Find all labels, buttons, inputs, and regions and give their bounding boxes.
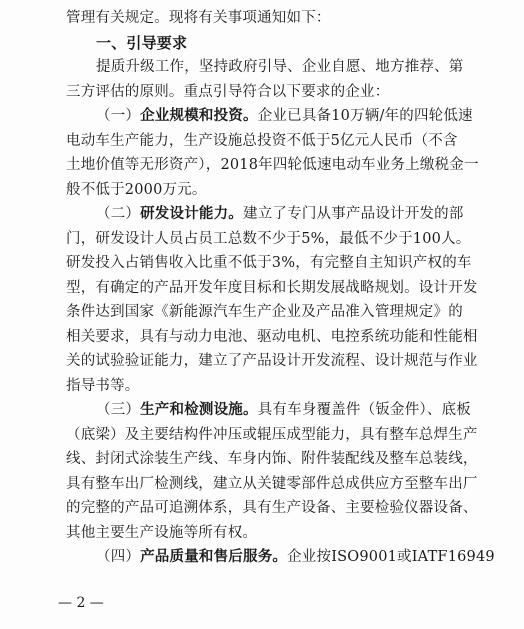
subsection-line: （四）产品质量和售后服务。企业按ISO9001或IATF16949 [96,549,495,565]
subsection-line: （三）生产和检测设施。具有车身覆盖件（钣金件）、底板 [96,402,471,418]
subsection-title: 产品质量和售后服务。 [140,549,288,565]
text-line: 三方评估的原则。重点引导符合以下要求的企业： [66,83,390,100]
text-line: 提质升级工作，坚持政府引导、企业自愿、地方推荐、第 [96,59,464,75]
text-line: 其他主要生产设施等所有权。 [66,524,258,541]
subsection-line: （一）企业规模和投资。企业已具备10万辆/年的四轮低速 [96,108,473,124]
subsection-title: 企业规模和投资。 [140,108,258,124]
subsection-line: （二）研发设计能力。建立了专门从事产品设计开发的部 [96,206,464,222]
text-line: 线、封闭式涂装生产线、车身内饰、附件装配线及整车总装线， [66,451,478,467]
text-line: 指导书等。 [66,377,140,394]
subsection-title: 研发设计能力。 [140,206,244,222]
subsection-title: 生产和检测设施。 [140,402,258,418]
text-line: 具有整车出厂检测线，建立从关键零部件总成供应方至整车出厂 [66,475,478,492]
text-line: 关的试验验证能力，建立了产品设计开发流程、设计规范与作业 [66,353,478,369]
text-line: 般不低于2000万元。 [66,181,207,198]
section-heading: 一、引导要求 [96,33,188,52]
page-number: — 2 — [58,595,104,611]
text-line: 的完整的产品可追溯体系，具有生产设备、主要检验仪器设备、 [66,500,478,516]
text-line: 门，研发设计人员占员工总数不少于5%，最低不少于100人。 [66,230,471,247]
text-line: 管理有关规定。现将有关事项通知如下： [66,10,331,26]
text-line: 电动车生产能力，生产设施总投资不低于5亿元人民币（不含 [66,132,458,149]
text-line: 型，有确定的产品开发年度目标和长期发展战略规划。设计开发 [66,279,478,296]
text-line: 土地价值等无形资产），2018年四轮低速电动车业务上缴税金一 [66,157,479,173]
text-line: 相关要求，具有与动力电池、驱动电机、电控系统功能和性能相 [66,328,478,345]
text-line: 研发投入占销售收入比重不低于3%，有完整自主知识产权的车 [66,255,472,271]
text-line: （底梁）及主要结构件冲压或辊压成型能力，具有整车总焊生产 [66,426,478,443]
text-line: 条件达到国家《新能源汽车生产企业及产品准入管理规定》的 [66,304,463,320]
